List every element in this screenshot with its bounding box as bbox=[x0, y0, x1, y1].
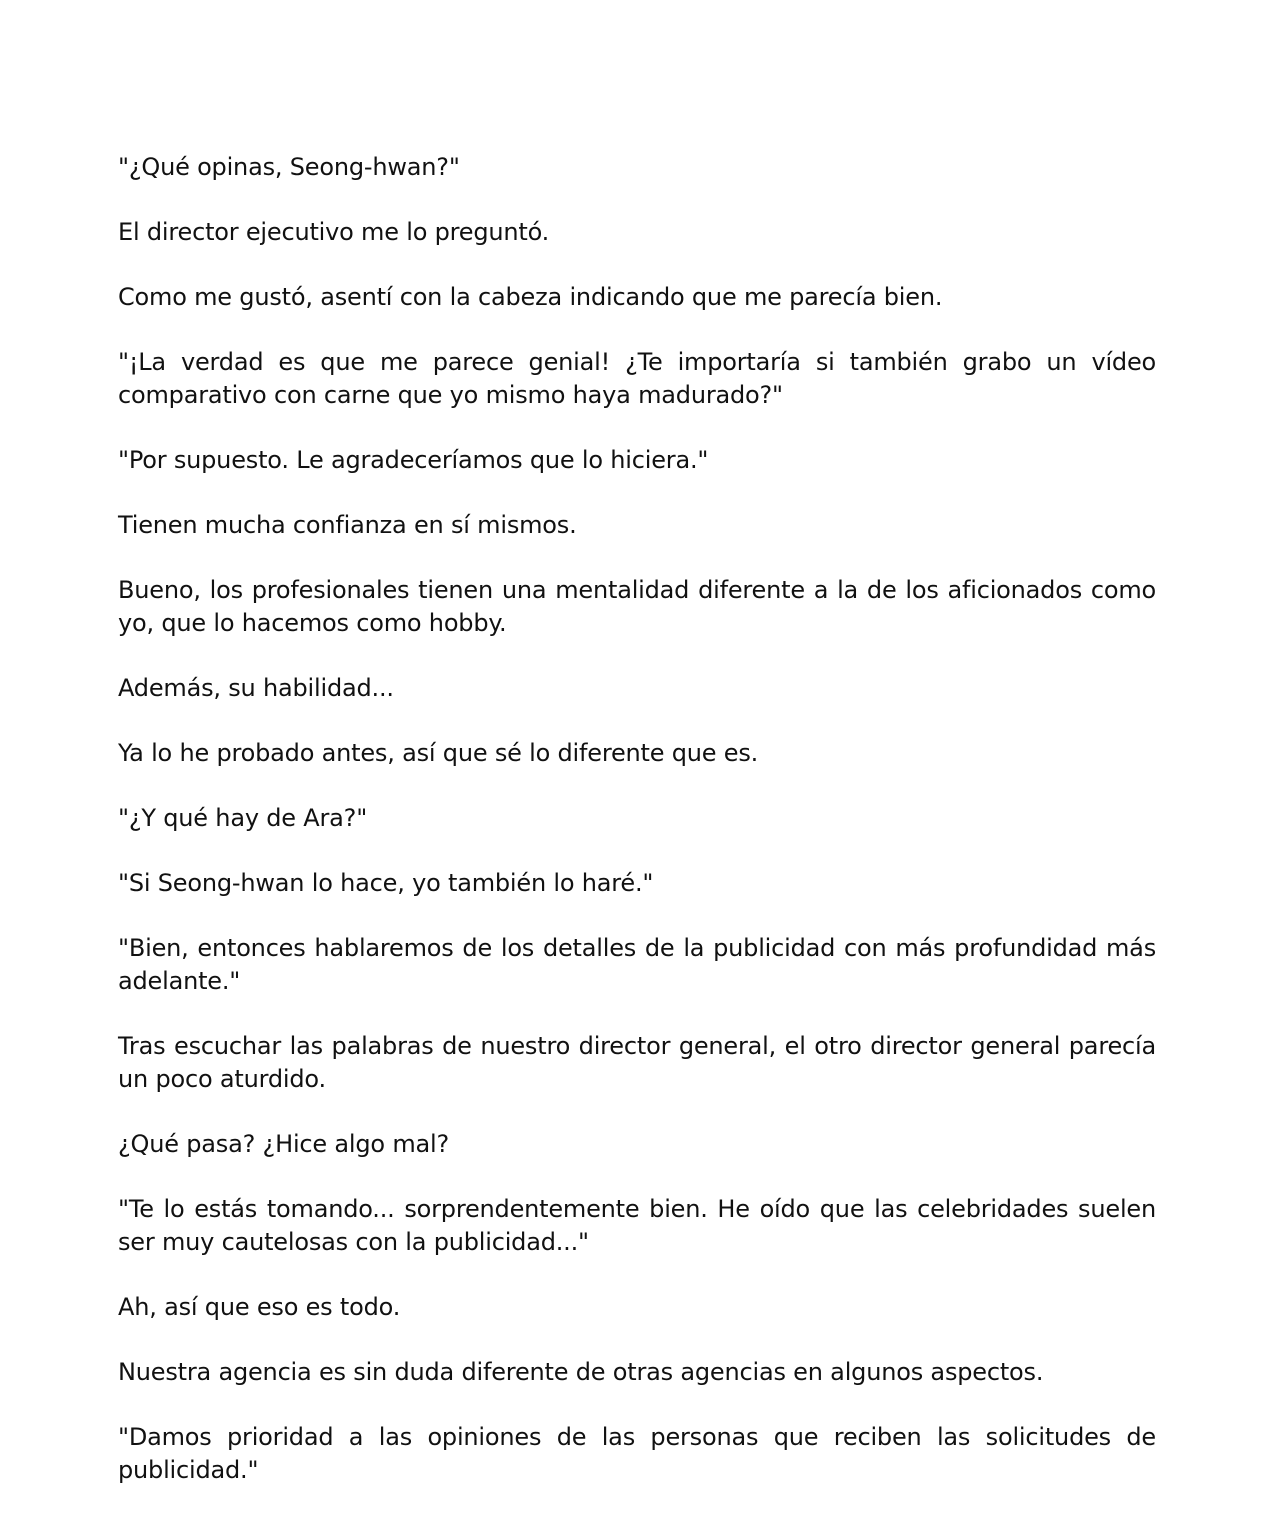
paragraph: "¿Y qué hay de Ara?" bbox=[118, 804, 368, 832]
paragraph: "Si Seong-hwan lo hace, yo también lo haré." bbox=[118, 869, 654, 897]
paragraph: Además, su habilidad... bbox=[118, 674, 394, 702]
paragraph: "Te lo estás tomando... sorprendentemente bien. He oído que las celebridades suelen ser muy cautelosas con la publicidad..." bbox=[118, 1195, 1156, 1256]
paragraph: "¡La verdad es que me parece genial! ¿Te importaría si también grabo un vídeo comparativo con carne que yo mismo haya madurado?" bbox=[118, 348, 1156, 409]
paragraph: Tienen mucha confianza en sí mismos. bbox=[118, 511, 577, 539]
paragraph: Como me gustó, asentí con la cabeza indicando que me parecía bien. bbox=[118, 283, 943, 311]
paragraph: Tras escuchar las palabras de nuestro director general, el otro director general parecía un poco aturdido. bbox=[118, 1032, 1156, 1093]
paragraph: "Damos prioridad a las opiniones de las personas que reciben las solicitudes de publicidad." bbox=[118, 1423, 1156, 1484]
paragraph: "¿Qué opinas, Seong-hwan?" bbox=[118, 153, 460, 181]
paragraph: Nuestra agencia es sin duda diferente de otras agencias en algunos aspectos. bbox=[118, 1358, 1044, 1386]
paragraph: El director ejecutivo me lo preguntó. bbox=[118, 218, 550, 246]
paragraph: ¿Qué pasa? ¿Hice algo mal? bbox=[118, 1130, 450, 1158]
paragraph: "Bien, entonces hablaremos de los detalles de la publicidad con más profundidad más adelante." bbox=[118, 934, 1156, 995]
paragraph: Ya lo he probado antes, así que sé lo diferente que es. bbox=[118, 739, 759, 767]
text-column bbox=[118, 151, 1156, 1519]
paragraph: Ah, así que eso es todo. bbox=[118, 1293, 401, 1321]
paragraph: Bueno, los profesionales tienen una mentalidad diferente a la de los aficionados como yo, que lo hacemos como hobby. bbox=[118, 576, 1156, 637]
paragraph: "Por supuesto. Le agradeceríamos que lo hiciera." bbox=[118, 446, 709, 474]
